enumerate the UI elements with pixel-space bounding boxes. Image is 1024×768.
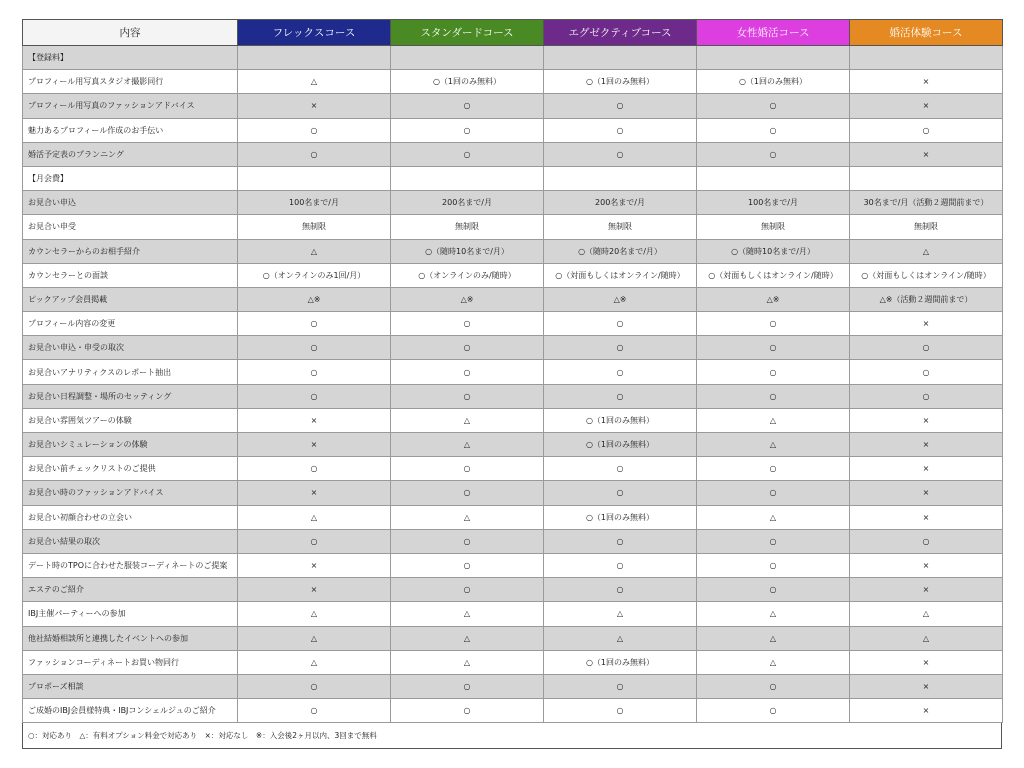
table-cell: ○（随時10名まで/月） <box>697 239 850 263</box>
table-cell: ○ <box>544 457 697 481</box>
table-cell: △※ <box>238 287 391 311</box>
table-cell: ○ <box>391 553 544 577</box>
row-label: プロフィール用写真のファッションアドバイス <box>23 94 238 118</box>
table-row <box>23 46 1003 70</box>
table-cell: 100名まで/月 <box>697 191 850 215</box>
table-cell: ○ <box>544 336 697 360</box>
table-cell: × <box>238 553 391 577</box>
table-cell: × <box>850 433 1003 457</box>
row-label: お見合い前チェックリストのご提供 <box>23 457 238 481</box>
table-cell: × <box>850 312 1003 336</box>
row-label: お見合いシミュレーションの体験 <box>23 433 238 457</box>
table-cell: ○ <box>697 142 850 166</box>
table-cell: ○ <box>391 674 544 698</box>
table-cell: ○ <box>697 384 850 408</box>
table-cell: △ <box>850 602 1003 626</box>
table-row <box>23 529 1003 553</box>
table-cell <box>850 46 1003 70</box>
row-label: エステのご紹介 <box>23 578 238 602</box>
table-cell: ○（随時20名まで/月） <box>544 239 697 263</box>
table-row <box>23 553 1003 577</box>
table-row <box>23 118 1003 142</box>
table-cell: ○（1回のみ無料） <box>544 70 697 94</box>
table-cell <box>697 46 850 70</box>
table-cell <box>391 46 544 70</box>
table-row <box>23 166 1003 190</box>
table-cell: △※ <box>544 287 697 311</box>
table-cell: △ <box>850 626 1003 650</box>
table-body <box>23 46 1003 723</box>
table-cell <box>544 166 697 190</box>
table-cell: 30名まで/月（活動２週間前まで） <box>850 191 1003 215</box>
table-cell: × <box>850 699 1003 723</box>
table-cell: ○ <box>697 118 850 142</box>
table-cell: ○ <box>544 94 697 118</box>
table-cell: ○ <box>544 674 697 698</box>
table-cell: × <box>850 481 1003 505</box>
row-label: お見合い日程調整・場所のセッティング <box>23 384 238 408</box>
table-cell: ○ <box>697 674 850 698</box>
table-cell <box>544 46 697 70</box>
table-cell: × <box>850 553 1003 577</box>
table-cell: △ <box>391 602 544 626</box>
table-cell: ○ <box>544 699 697 723</box>
table-cell: × <box>238 433 391 457</box>
table-cell: ○（1回のみ無料） <box>697 70 850 94</box>
table-cell: ○ <box>238 529 391 553</box>
row-label: 魅力あるプロフィール作成のお手伝い <box>23 118 238 142</box>
table-cell: ○（対面もしくはオンライン/随時） <box>697 263 850 287</box>
table-cell: ○ <box>391 336 544 360</box>
table-cell: △ <box>391 626 544 650</box>
table-cell: × <box>850 457 1003 481</box>
table-cell: ○ <box>391 699 544 723</box>
table-cell: ○ <box>850 118 1003 142</box>
table-cell: △ <box>391 433 544 457</box>
table-cell: ○（1回のみ無料） <box>544 505 697 529</box>
table-cell: × <box>850 408 1003 432</box>
row-label: お見合い初顔合わせの立会い <box>23 505 238 529</box>
table-cell: ○ <box>544 118 697 142</box>
table-cell: △※（活動２週間前まで） <box>850 287 1003 311</box>
table-cell: △ <box>850 239 1003 263</box>
table-cell: △ <box>238 650 391 674</box>
table-row <box>23 215 1003 239</box>
row-label: 婚活予定表のプランニング <box>23 142 238 166</box>
row-label: お見合い雰囲気ツアーの体験 <box>23 408 238 432</box>
comparison-sheet <box>22 19 1002 749</box>
table-cell: ○（1回のみ無料） <box>544 433 697 457</box>
legend-note: ○：対応あり △：有料オプション料金で対応あり ×：対応なし ※：入会後2ヶ月以内、3回まで無料 <box>22 723 1002 749</box>
table-cell: ○ <box>238 384 391 408</box>
table-cell: △ <box>391 650 544 674</box>
row-label: プロフィール内容の変更 <box>23 312 238 336</box>
table-cell: ○ <box>850 360 1003 384</box>
table-row <box>23 287 1003 311</box>
table-row <box>23 263 1003 287</box>
table-cell: △※ <box>697 287 850 311</box>
row-label: ピックアップ会員掲載 <box>23 287 238 311</box>
table-row <box>23 505 1003 529</box>
table-cell: ○ <box>697 360 850 384</box>
table-cell: ○（オンラインのみ/随時） <box>391 263 544 287</box>
table-cell <box>391 166 544 190</box>
table-row <box>23 408 1003 432</box>
table-cell: ○ <box>697 94 850 118</box>
table-cell <box>238 46 391 70</box>
header-row <box>23 20 1003 46</box>
table-cell: 200名まで/月 <box>544 191 697 215</box>
table-row <box>23 650 1003 674</box>
table-cell: △ <box>391 408 544 432</box>
table-row <box>23 626 1003 650</box>
table-cell: × <box>238 578 391 602</box>
table-cell: × <box>238 481 391 505</box>
table-cell: ○（1回のみ無料） <box>544 650 697 674</box>
table-cell: △ <box>238 626 391 650</box>
table-cell: △ <box>391 505 544 529</box>
table-cell <box>850 166 1003 190</box>
table-cell: × <box>850 650 1003 674</box>
table-cell: △ <box>697 505 850 529</box>
table-cell: ○ <box>391 384 544 408</box>
table-cell: ○ <box>544 142 697 166</box>
table-cell: ○ <box>544 384 697 408</box>
table-row <box>23 70 1003 94</box>
table-cell: × <box>850 70 1003 94</box>
table-cell: × <box>850 142 1003 166</box>
table-cell: ○ <box>238 336 391 360</box>
table-cell: △ <box>238 239 391 263</box>
table-row <box>23 674 1003 698</box>
row-label: お見合い申込・申受の取次 <box>23 336 238 360</box>
table-cell: ○ <box>391 118 544 142</box>
table-row <box>23 336 1003 360</box>
table-cell: × <box>850 674 1003 698</box>
table-cell: ○ <box>697 529 850 553</box>
table-cell: ○ <box>238 142 391 166</box>
table-row <box>23 602 1003 626</box>
table-cell: ○（1回のみ無料） <box>544 408 697 432</box>
table-cell: ○ <box>697 457 850 481</box>
table-cell: × <box>238 94 391 118</box>
table-row <box>23 360 1003 384</box>
table-row <box>23 481 1003 505</box>
table-cell: ○（1回のみ無料） <box>391 70 544 94</box>
table-cell: × <box>238 408 391 432</box>
row-label: お見合い申受 <box>23 215 238 239</box>
table-cell: △ <box>697 602 850 626</box>
table-cell: 無制限 <box>391 215 544 239</box>
table-cell: ○ <box>850 336 1003 360</box>
table-cell: ○ <box>391 142 544 166</box>
table-row <box>23 312 1003 336</box>
row-label: 【月会費】 <box>23 166 238 190</box>
table-cell: ○ <box>238 457 391 481</box>
table-cell: △ <box>697 650 850 674</box>
table-cell: △ <box>697 408 850 432</box>
table-cell: ○ <box>544 529 697 553</box>
row-label: 【登録料】 <box>23 46 238 70</box>
table-row <box>23 433 1003 457</box>
table-cell: × <box>850 578 1003 602</box>
row-label: プロポーズ相談 <box>23 674 238 698</box>
table-cell: ○ <box>238 674 391 698</box>
table-cell: ○（オンラインのみ1回/月） <box>238 263 391 287</box>
table-cell: ○ <box>391 94 544 118</box>
table-cell: ○ <box>238 118 391 142</box>
table-cell: ○ <box>544 360 697 384</box>
header-women-course: 女性婚活コース <box>697 20 850 46</box>
row-label: ご成婚のIBJ会員様特典・IBJコンシェルジュのご紹介 <box>23 699 238 723</box>
table-cell: △ <box>238 505 391 529</box>
row-label: プロフィール用写真スタジオ撮影同行 <box>23 70 238 94</box>
table-cell: × <box>850 94 1003 118</box>
table-cell: 200名まで/月 <box>391 191 544 215</box>
table-row <box>23 457 1003 481</box>
table-cell: ○ <box>238 312 391 336</box>
table-cell: ○ <box>697 553 850 577</box>
header-executive-course: エグゼクティブコース <box>544 20 697 46</box>
header-trial-course: 婚活体験コース <box>850 20 1003 46</box>
table-cell: ○ <box>697 481 850 505</box>
table-cell <box>238 166 391 190</box>
table-cell: ○ <box>391 578 544 602</box>
table-cell: ○ <box>697 578 850 602</box>
row-label: お見合い時のファッションアドバイス <box>23 481 238 505</box>
table-cell: ○（対面もしくはオンライン/随時） <box>544 263 697 287</box>
table-cell: ○ <box>544 553 697 577</box>
table-cell: △ <box>697 626 850 650</box>
table-cell: 無制限 <box>850 215 1003 239</box>
table-cell: △ <box>238 70 391 94</box>
table-cell: ○ <box>391 312 544 336</box>
table-cell <box>697 166 850 190</box>
table-row <box>23 239 1003 263</box>
table-cell: ○ <box>697 312 850 336</box>
table-cell: × <box>850 505 1003 529</box>
row-label: カウンセラーからのお相手紹介 <box>23 239 238 263</box>
table-row <box>23 94 1003 118</box>
row-label: デート時のTPOに合わせた服装コーディネートのご提案 <box>23 553 238 577</box>
row-label: 他社結婚相談所と連携したイベントへの参加 <box>23 626 238 650</box>
table-cell: ○（随時10名まで/月） <box>391 239 544 263</box>
table-cell: △ <box>238 602 391 626</box>
header-flex-course: フレックスコース <box>238 20 391 46</box>
table-cell: ○ <box>391 457 544 481</box>
table-cell: ○ <box>850 384 1003 408</box>
table-cell: 無制限 <box>544 215 697 239</box>
header-content: 内容 <box>23 20 238 46</box>
table-cell: ○ <box>544 481 697 505</box>
header-standard-course: スタンダードコース <box>391 20 544 46</box>
table-cell: ○ <box>391 481 544 505</box>
table-cell: ○ <box>391 360 544 384</box>
table-cell: ○ <box>544 312 697 336</box>
row-label: お見合い結果の取次 <box>23 529 238 553</box>
row-label: カウンセラーとの面談 <box>23 263 238 287</box>
table-cell: △ <box>544 602 697 626</box>
table-cell: 無制限 <box>238 215 391 239</box>
table-cell: ○ <box>238 360 391 384</box>
table-cell: ○ <box>697 699 850 723</box>
table-cell: ○ <box>850 529 1003 553</box>
table-cell: △※ <box>391 287 544 311</box>
course-comparison-table <box>22 19 1003 723</box>
table-cell: ○ <box>544 578 697 602</box>
row-label: お見合い申込 <box>23 191 238 215</box>
table-row <box>23 384 1003 408</box>
table-cell: 100名まで/月 <box>238 191 391 215</box>
table-row <box>23 142 1003 166</box>
table-cell: 無制限 <box>697 215 850 239</box>
row-label: お見合いアナリティクスのレポート抽出 <box>23 360 238 384</box>
row-label: ファッションコーディネートお買い物同行 <box>23 650 238 674</box>
table-cell: △ <box>544 626 697 650</box>
table-cell: ○ <box>697 336 850 360</box>
table-cell: ○ <box>238 699 391 723</box>
table-cell: △ <box>697 433 850 457</box>
table-row <box>23 578 1003 602</box>
table-row <box>23 699 1003 723</box>
table-row <box>23 191 1003 215</box>
table-cell: ○ <box>391 529 544 553</box>
row-label: IBJ主催パーティーへの参加 <box>23 602 238 626</box>
table-cell: ○（対面もしくはオンライン/随時） <box>850 263 1003 287</box>
